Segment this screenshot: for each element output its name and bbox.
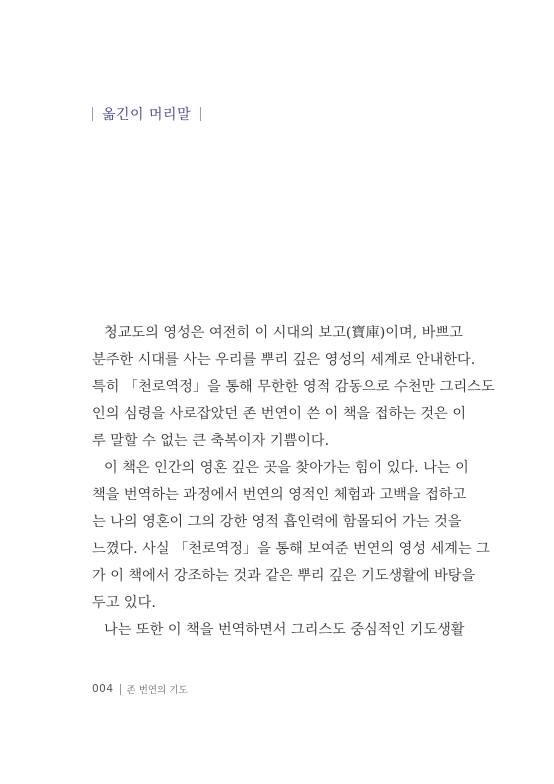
- header-left-divider: [92, 107, 93, 121]
- body-line: 가 이 책에서 강조하는 것과 같은 뿌리 깊은 기도생활에 바탕을: [92, 568, 476, 584]
- body-line: 루 말할 수 없는 큰 축복이자 기쁨이다.: [92, 433, 330, 449]
- body-text: [92, 320, 495, 644]
- footer-divider: [120, 684, 121, 695]
- body-line: 두고 있다.: [92, 595, 156, 611]
- body-line: 인의 심령을 사로잡았던 존 번연이 쓴 이 책을 접하는 것은 이: [92, 406, 467, 422]
- body-line: 책을 번역하는 과정에서 번연의 영적인 체험과 고백을 접하고: [92, 487, 467, 503]
- body-line: 느꼈다. 사실 「천로역정」을 통해 보여준 번연의 영성 세계는 그: [92, 541, 490, 557]
- body-line: 나는 또한 이 책을 번역하면서 그리스도 중심적인 기도생활: [104, 622, 465, 638]
- section-header: [92, 104, 201, 124]
- page-number: 004: [92, 683, 114, 695]
- running-title: 존 번연의 기도: [126, 685, 188, 696]
- body-line: 청교도의 영성은 여전히 이 시대의 보고(寶庫)이며, 바쁘고: [104, 325, 463, 341]
- body-line: 는 나의 영혼이 그의 강한 영적 흡인력에 함몰되어 가는 것을: [92, 514, 462, 530]
- body-line: 분주한 시대를 사는 우리를 뿌리 깊은 영성의 세계로 안내한다.: [92, 352, 476, 368]
- header-right-divider: [200, 107, 201, 121]
- body-line: 이 책은 인간의 영혼 깊은 곳을 찾아가는 힘이 있다. 나는 이: [104, 460, 469, 476]
- body-line: 특히 「천로역정」을 통해 무한한 영적 감동으로 수천만 그리스도: [92, 379, 495, 395]
- page-title: 옮긴이 머리말: [102, 107, 192, 123]
- page-footer: [92, 682, 188, 696]
